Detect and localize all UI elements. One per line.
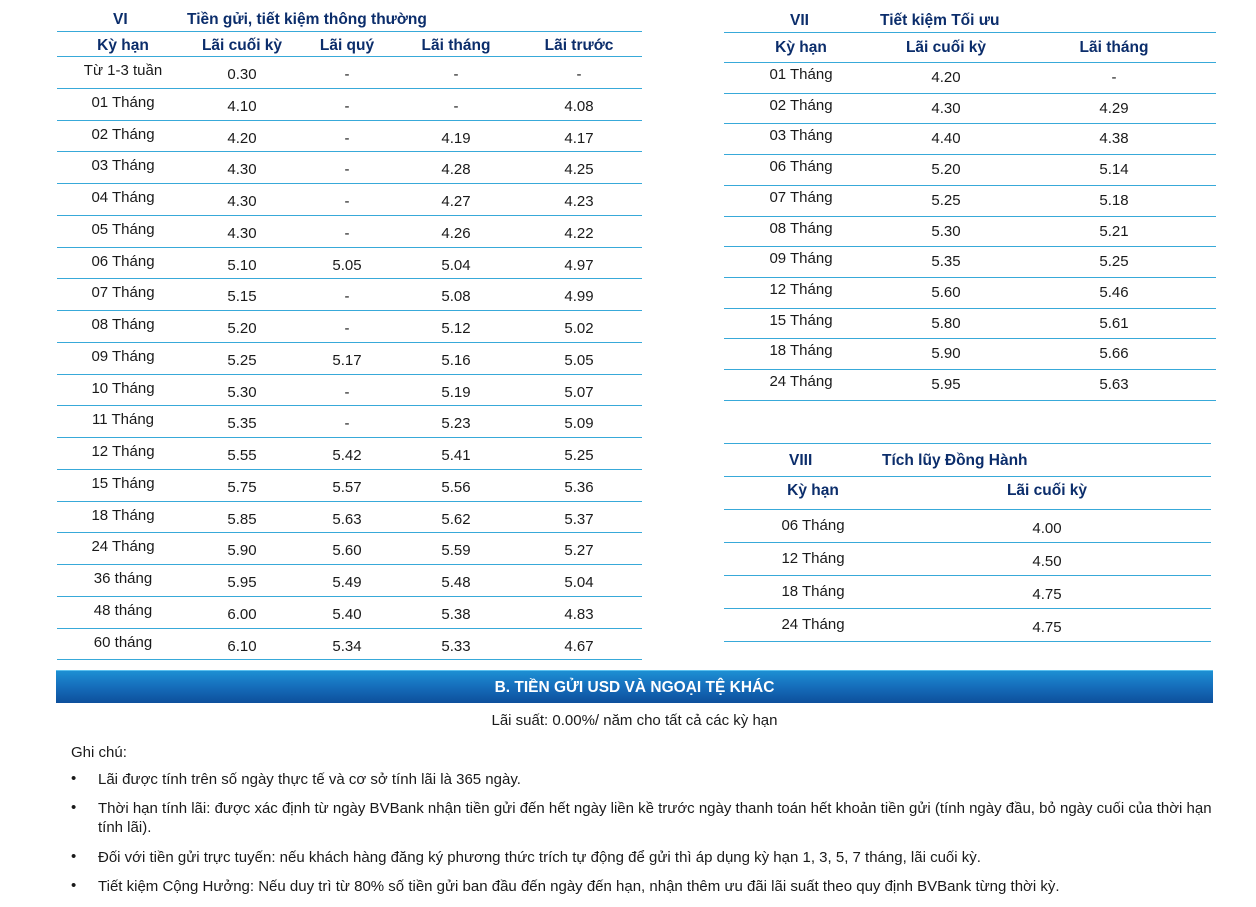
table-rule <box>724 443 1211 444</box>
rate-cell: 5.27 <box>564 542 594 560</box>
section-vi-number: VI <box>113 11 128 28</box>
rate-cell: 5.75 <box>227 478 257 496</box>
rate-cell: 4.08 <box>564 97 594 115</box>
rate-cell: 5.56 <box>441 478 471 496</box>
rate-cell: 4.99 <box>564 288 594 306</box>
term-cell: 18 Tháng <box>769 342 833 360</box>
column-header: Lãi tháng <box>421 37 491 54</box>
rate-cell: - <box>344 288 350 306</box>
rate-cell: - <box>344 383 350 401</box>
table-rule <box>724 641 1211 642</box>
rate-cell: 5.16 <box>441 351 471 369</box>
rate-cell: 5.90 <box>227 542 257 560</box>
rate-cell: 4.75 <box>1032 586 1062 603</box>
rate-cell: 5.41 <box>441 447 471 464</box>
term-cell: 06 Tháng <box>781 517 845 534</box>
term-cell: 12 Tháng <box>781 550 845 567</box>
term-cell: 09 Tháng <box>91 347 155 365</box>
rate-cell: 5.07 <box>564 383 594 401</box>
rate-cell: 5.95 <box>931 376 961 393</box>
note-item: Đối với tiền gửi trực tuyến: nếu khách hàng đăng ký phương thức trích tự động để gửi thì áp dụng kỳ hạn 1, 3, 5, 7 tháng, lãi cuối kỳ. <box>98 849 981 866</box>
table-rule <box>724 32 1216 33</box>
term-cell: 05 Tháng <box>91 220 155 238</box>
rate-cell: 5.37 <box>564 510 594 528</box>
term-cell: 12 Tháng <box>91 443 155 460</box>
rate-cell: 5.09 <box>564 415 594 433</box>
rate-cell: 5.25 <box>564 447 594 464</box>
term-cell: 11 Tháng <box>92 411 154 429</box>
rate-cell: 0.30 <box>227 66 257 83</box>
table-rule <box>724 369 1216 370</box>
table-rule <box>57 183 642 184</box>
rate-cell: 4.30 <box>227 161 257 179</box>
rate-cell: 5.90 <box>931 345 961 363</box>
rate-cell: 5.34 <box>332 637 362 655</box>
table-rule <box>57 469 642 470</box>
rate-cell: 4.75 <box>1032 619 1062 636</box>
column-header: Lãi cuối kỳ <box>1006 482 1088 499</box>
table-rule <box>57 374 642 375</box>
rate-cell: 5.20 <box>931 161 961 179</box>
table-rule <box>57 596 642 597</box>
note-item: Lãi được tính trên số ngày thực tế và cơ sở tính lãi là 365 ngày. <box>98 771 521 788</box>
rate-cell: 4.00 <box>1032 520 1062 537</box>
rate-cell: 5.55 <box>227 447 257 464</box>
rate-cell: 5.25 <box>931 191 961 209</box>
table-rule <box>724 246 1216 247</box>
section-vii-title: Tiết kiệm Tối ưu <box>880 12 1000 29</box>
term-cell: 18 Tháng <box>781 583 845 600</box>
rate-cell: 4.29 <box>1099 99 1129 117</box>
column-header: Lãi cuối kỳ <box>201 37 283 54</box>
rate-cell: 6.00 <box>227 605 257 623</box>
term-cell: 15 Tháng <box>769 311 833 329</box>
table-rule <box>724 575 1211 576</box>
rate-cell: 5.23 <box>441 415 471 433</box>
term-cell: 03 Tháng <box>769 127 833 145</box>
rate-cell: 5.04 <box>441 256 471 274</box>
rate-cell: 5.25 <box>227 351 257 369</box>
usd-section-banner: B. TIỀN GỬI USD VÀ NGOẠI TỆ KHÁC <box>56 670 1213 703</box>
rate-cell: 5.60 <box>931 283 961 301</box>
rate-cell: 5.49 <box>332 574 362 591</box>
term-cell: 06 Tháng <box>769 158 833 176</box>
rate-cell: 4.19 <box>441 129 471 147</box>
rate-cell: 4.50 <box>1032 553 1062 570</box>
rate-cell: 4.20 <box>931 69 961 86</box>
table-rule <box>57 405 642 406</box>
note-item: Tiết kiệm Cộng Hưởng: Nếu duy trì từ 80% số tiền gửi ban đầu đến ngày đến hạn, nhận thêm ưu đãi lãi suất theo quy định BVBank từng thời kỳ. <box>98 878 1060 895</box>
table-rule <box>57 628 642 629</box>
rate-cell: 4.25 <box>564 161 594 179</box>
term-cell: Từ 1-3 tuần <box>83 62 163 79</box>
rate-cell: 5.63 <box>332 510 362 528</box>
rate-cell: - <box>344 224 350 242</box>
table-rule <box>57 532 642 533</box>
bullet-icon: • <box>71 877 77 894</box>
table-rule <box>57 247 642 248</box>
rate-cell: 5.12 <box>441 320 471 337</box>
rate-cell: 5.02 <box>564 320 594 337</box>
rate-cell: 5.59 <box>441 542 471 560</box>
table-rule <box>57 342 642 343</box>
notes-title: Ghi chú: <box>71 744 127 761</box>
rate-cell: 5.17 <box>332 351 362 369</box>
rate-cell: 5.42 <box>332 447 362 464</box>
table-rule <box>724 476 1211 477</box>
term-cell: 15 Tháng <box>91 474 155 492</box>
term-cell: 02 Tháng <box>769 96 833 114</box>
column-header: Lãi tháng <box>1079 39 1149 56</box>
table-rule <box>57 151 642 152</box>
term-cell: 60 tháng <box>93 633 153 651</box>
rate-cell: 5.10 <box>227 256 257 274</box>
rate-cell: 4.26 <box>441 224 471 242</box>
rate-cell: - <box>344 193 350 210</box>
term-cell: 06 Tháng <box>91 252 155 270</box>
term-cell: 08 Tháng <box>91 316 155 333</box>
rate-cell: 5.40 <box>332 605 362 623</box>
term-cell: 12 Tháng <box>769 280 833 298</box>
column-header: Lãi cuối kỳ <box>905 39 987 56</box>
rate-cell: 5.20 <box>227 320 257 337</box>
rate-cell: 4.22 <box>564 224 594 242</box>
rate-cell: 5.66 <box>1099 345 1129 363</box>
rate-cell: 5.05 <box>564 351 594 369</box>
rate-cell: 5.05 <box>332 256 362 274</box>
rate-cell: 4.97 <box>564 256 594 274</box>
column-header: Kỳ hạn <box>775 39 827 56</box>
rate-cell: 5.57 <box>332 478 362 496</box>
rate-cell: - <box>344 161 350 179</box>
rate-cell: 5.08 <box>441 288 471 306</box>
table-rule <box>57 278 642 279</box>
term-cell: 24 Tháng <box>769 373 833 390</box>
rate-cell: - <box>1111 69 1117 86</box>
rate-cell: 5.30 <box>227 383 257 401</box>
table-rule <box>724 123 1216 124</box>
rate-cell: 5.46 <box>1099 283 1129 301</box>
term-cell: 08 Tháng <box>769 219 833 237</box>
rate-cell: - <box>344 66 350 83</box>
column-header: Kỳ hạn <box>97 37 149 54</box>
table-rule <box>724 216 1216 217</box>
term-cell: 36 tháng <box>93 570 153 587</box>
rate-cell: 5.95 <box>227 574 257 591</box>
rate-cell: 5.21 <box>1099 222 1129 240</box>
term-cell: 24 Tháng <box>781 616 845 633</box>
rate-cell: - <box>344 97 350 115</box>
section-vii-number: VII <box>790 12 809 29</box>
term-cell: 07 Tháng <box>769 188 833 206</box>
rate-cell: - <box>344 129 350 147</box>
rate-cell: 4.38 <box>1099 130 1129 148</box>
table-rule <box>57 437 642 438</box>
rate-cell: 4.30 <box>227 224 257 242</box>
table-rule <box>57 31 642 32</box>
table-rule <box>724 277 1216 278</box>
rate-cell: 5.04 <box>564 574 594 591</box>
rate-cell: - <box>344 320 350 337</box>
term-cell: 04 Tháng <box>91 189 155 206</box>
term-cell: 24 Tháng <box>91 538 155 556</box>
table-rule <box>724 62 1216 63</box>
rate-cell: 4.28 <box>441 161 471 179</box>
rate-cell: 5.38 <box>441 605 471 623</box>
table-rule <box>724 338 1216 339</box>
rate-cell: 5.15 <box>227 288 257 306</box>
rate-cell: 4.30 <box>227 193 257 210</box>
column-header: Kỳ hạn <box>787 482 839 499</box>
rate-cell: - <box>344 415 350 433</box>
bullet-icon: • <box>71 848 77 865</box>
rate-cell: 5.80 <box>931 314 961 332</box>
table-rule <box>724 308 1216 309</box>
rate-cell: 4.20 <box>227 129 257 147</box>
term-cell: 03 Tháng <box>91 157 155 175</box>
rate-cell: 5.61 <box>1099 314 1129 332</box>
rate-cell: 5.63 <box>1099 376 1129 393</box>
term-cell: 09 Tháng <box>769 250 833 268</box>
rate-cell: 4.10 <box>227 97 257 115</box>
term-cell: 48 tháng <box>93 601 153 619</box>
term-cell: 10 Tháng <box>91 379 155 397</box>
term-cell: 07 Tháng <box>91 284 155 302</box>
table-rule <box>724 608 1211 609</box>
table-rule <box>57 88 642 89</box>
bullet-icon: • <box>71 799 77 816</box>
rate-cell: 5.33 <box>441 637 471 655</box>
section-vi-title: Tiền gửi, tiết kiệm thông thường <box>187 11 427 28</box>
rate-cell: 4.30 <box>931 99 961 117</box>
rate-cell: 4.27 <box>441 193 471 210</box>
rate-cell: - <box>576 66 582 83</box>
rate-cell: - <box>453 66 459 83</box>
table-rule <box>724 542 1211 543</box>
table-rule <box>724 154 1216 155</box>
rate-cell: 5.48 <box>441 574 471 591</box>
rate-cell: - <box>453 97 459 115</box>
rate-cell: 4.67 <box>564 637 594 655</box>
term-cell: 01 Tháng <box>91 93 155 111</box>
rate-cell: 5.36 <box>564 478 594 496</box>
column-header: Lãi quý <box>319 37 375 54</box>
rate-cell: 5.85 <box>227 510 257 528</box>
section-viii-number: VIII <box>789 452 813 469</box>
rate-cell: 4.23 <box>564 193 594 210</box>
term-cell: 01 Tháng <box>769 66 833 83</box>
table-rule <box>57 564 642 565</box>
rate-cell: 4.83 <box>564 605 594 623</box>
table-rule <box>57 659 642 660</box>
rate-cell: 5.35 <box>227 415 257 433</box>
table-rule <box>724 93 1216 94</box>
rate-cell: 5.19 <box>441 383 471 401</box>
note-item: Thời hạn tính lãi: được xác định từ ngày BVBank nhận tiền gửi đến hết ngày liền kề trước ngày thanh toán hết khoản tiền gửi (tính ngày đầu, bỏ ngày cuối của thời hạn tính lãi). <box>98 800 1212 836</box>
table-rule <box>57 56 642 57</box>
table-rule <box>724 185 1216 186</box>
rate-cell: 5.60 <box>332 542 362 560</box>
column-header: Lãi trước <box>544 37 614 54</box>
rate-cell: 4.17 <box>564 129 594 147</box>
usd-rate-text: Lãi suất: 0.00%/ năm cho tất cả các kỳ hạn <box>491 712 778 729</box>
rate-cell: 5.30 <box>931 222 961 240</box>
table-rule <box>57 215 642 216</box>
rate-cell: 6.10 <box>227 637 257 655</box>
table-rule <box>724 400 1216 401</box>
term-cell: 02 Tháng <box>91 125 155 143</box>
table-rule <box>57 501 642 502</box>
rate-cell: 5.25 <box>1099 253 1129 271</box>
rate-cell: 5.18 <box>1099 191 1129 209</box>
table-rule <box>57 310 642 311</box>
rate-cell: 5.35 <box>931 253 961 271</box>
table-rule <box>724 509 1211 510</box>
rate-cell: 4.40 <box>931 130 961 148</box>
term-cell: 18 Tháng <box>91 506 155 524</box>
rate-cell: 5.14 <box>1099 161 1129 179</box>
bullet-icon: • <box>71 770 77 787</box>
section-viii-title: Tích lũy Đồng Hành <box>882 452 1028 469</box>
table-rule <box>57 120 642 121</box>
rate-cell: 5.62 <box>441 510 471 528</box>
